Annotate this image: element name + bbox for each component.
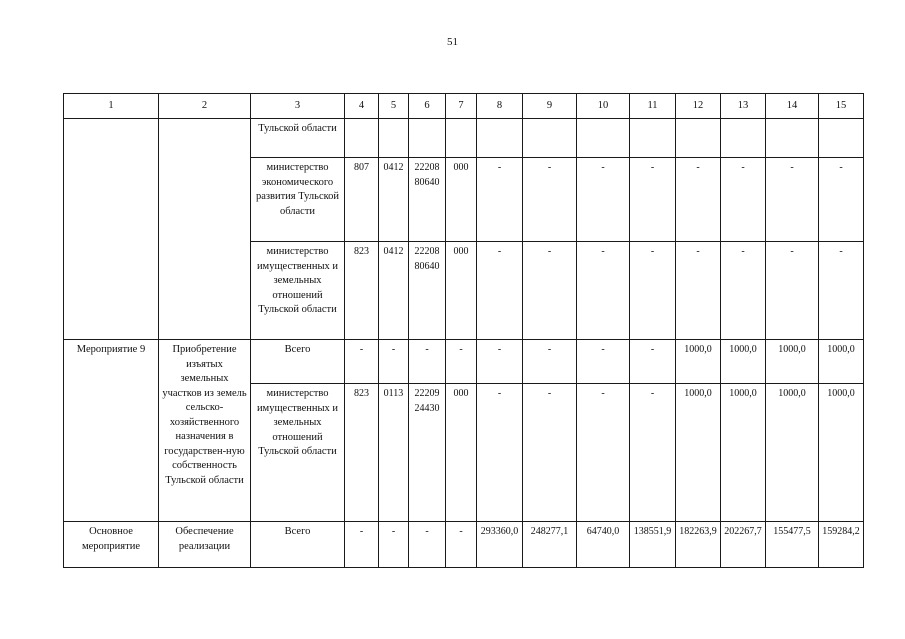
cell-value: - <box>577 158 630 242</box>
cell-value: - <box>676 158 721 242</box>
header-cell: 1 <box>64 94 159 119</box>
cell-value: 138551,9 <box>630 522 676 568</box>
cell-col1-empty <box>64 119 159 340</box>
cell-value: - <box>409 340 446 384</box>
cell-value: 1000,0 <box>721 340 766 384</box>
cell-executor: Тульской области <box>251 119 345 158</box>
cell-executor: министерство имущественных и земельных отношений Тульской области <box>251 384 345 522</box>
cell-value: - <box>577 384 630 522</box>
cell-value: - <box>379 522 409 568</box>
cell-value: - <box>477 242 523 340</box>
header-cell: 12 <box>676 94 721 119</box>
cell-value: 1000,0 <box>819 340 864 384</box>
cell-col2-empty <box>159 119 251 340</box>
header-cell: 15 <box>819 94 864 119</box>
header-cell: 4 <box>345 94 379 119</box>
cell-value: 000 <box>446 384 477 522</box>
cell-value: - <box>477 158 523 242</box>
cell-value: - <box>721 242 766 340</box>
cell-value: 0412 <box>379 158 409 242</box>
cell-value: - <box>409 522 446 568</box>
cell-value: - <box>345 522 379 568</box>
header-cell: 3 <box>251 94 345 119</box>
cell-value <box>523 119 577 158</box>
cell-value: - <box>446 340 477 384</box>
cell-value: - <box>379 340 409 384</box>
cell-value: 0412 <box>379 242 409 340</box>
header-cell: 2 <box>159 94 251 119</box>
cell-value <box>379 119 409 158</box>
cell-value: 0113 <box>379 384 409 522</box>
header-cell: 8 <box>477 94 523 119</box>
cell-value: 1000,0 <box>721 384 766 522</box>
cell-value: 000 <box>446 242 477 340</box>
cell-value: - <box>630 242 676 340</box>
header-cell: 6 <box>409 94 446 119</box>
cell-value: 823 <box>345 384 379 522</box>
header-cell: 9 <box>523 94 577 119</box>
cell-value <box>577 119 630 158</box>
cell-value: - <box>477 384 523 522</box>
header-cell: 14 <box>766 94 819 119</box>
cell-value <box>477 119 523 158</box>
table-row <box>64 522 864 568</box>
cell-activity-description: Приобретение изъятых земельных участков из земель сельско-хозяйственного назначения в государствен-ную собственность Тульской области <box>159 340 251 522</box>
cell-value <box>766 119 819 158</box>
cell-value: - <box>345 340 379 384</box>
cell-value: - <box>577 340 630 384</box>
cell-value: 807 <box>345 158 379 242</box>
cell-value <box>446 119 477 158</box>
cell-value <box>676 119 721 158</box>
table-row <box>64 340 864 384</box>
cell-value: - <box>577 242 630 340</box>
header-cell: 5 <box>379 94 409 119</box>
cell-executor: Всего <box>251 522 345 568</box>
cell-executor: министерство имущественных и земельных отношений Тульской области <box>251 242 345 340</box>
cell-value: 248277,1 <box>523 522 577 568</box>
cell-value: 64740,0 <box>577 522 630 568</box>
cell-value: 22209 24430 <box>409 384 446 522</box>
cell-value <box>721 119 766 158</box>
cell-value: 155477,5 <box>766 522 819 568</box>
cell-value: 1000,0 <box>766 384 819 522</box>
cell-value: 22208 80640 <box>409 158 446 242</box>
cell-activity-title: Мероприятие 9 <box>64 340 159 522</box>
cell-value: - <box>523 158 577 242</box>
budget-table <box>63 93 864 568</box>
cell-value: 000 <box>446 158 477 242</box>
cell-value: - <box>523 242 577 340</box>
cell-value: 1000,0 <box>676 384 721 522</box>
cell-value: 182263,9 <box>676 522 721 568</box>
cell-value <box>409 119 446 158</box>
cell-value: - <box>766 242 819 340</box>
cell-value: - <box>523 384 577 522</box>
cell-value: - <box>630 158 676 242</box>
cell-value: 22208 80640 <box>409 242 446 340</box>
cell-value: - <box>819 158 864 242</box>
cell-value: 1000,0 <box>819 384 864 522</box>
cell-activity-title: Основное мероприятие <box>64 522 159 568</box>
cell-value: 1000,0 <box>676 340 721 384</box>
cell-value: - <box>676 242 721 340</box>
cell-value: 293360,0 <box>477 522 523 568</box>
cell-executor: Всего <box>251 340 345 384</box>
cell-value <box>819 119 864 158</box>
cell-value: 1000,0 <box>766 340 819 384</box>
cell-value: - <box>630 384 676 522</box>
header-row <box>64 94 864 119</box>
page-number: 51 <box>447 36 458 48</box>
cell-value: - <box>477 340 523 384</box>
cell-value: - <box>721 158 766 242</box>
header-cell: 13 <box>721 94 766 119</box>
cell-value: - <box>766 158 819 242</box>
cell-value: - <box>446 522 477 568</box>
cell-value: - <box>523 340 577 384</box>
header-cell: 7 <box>446 94 477 119</box>
cell-value: - <box>819 242 864 340</box>
header-cell: 11 <box>630 94 676 119</box>
cell-executor: министерство экономического развития Тульской области <box>251 158 345 242</box>
cell-value <box>345 119 379 158</box>
cell-value: 202267,7 <box>721 522 766 568</box>
table-row <box>64 119 864 158</box>
cell-value: - <box>630 340 676 384</box>
header-cell: 10 <box>577 94 630 119</box>
cell-value: 823 <box>345 242 379 340</box>
cell-value <box>630 119 676 158</box>
cell-value: 159284,2 <box>819 522 864 568</box>
cell-activity-description: Обеспечение реализации <box>159 522 251 568</box>
